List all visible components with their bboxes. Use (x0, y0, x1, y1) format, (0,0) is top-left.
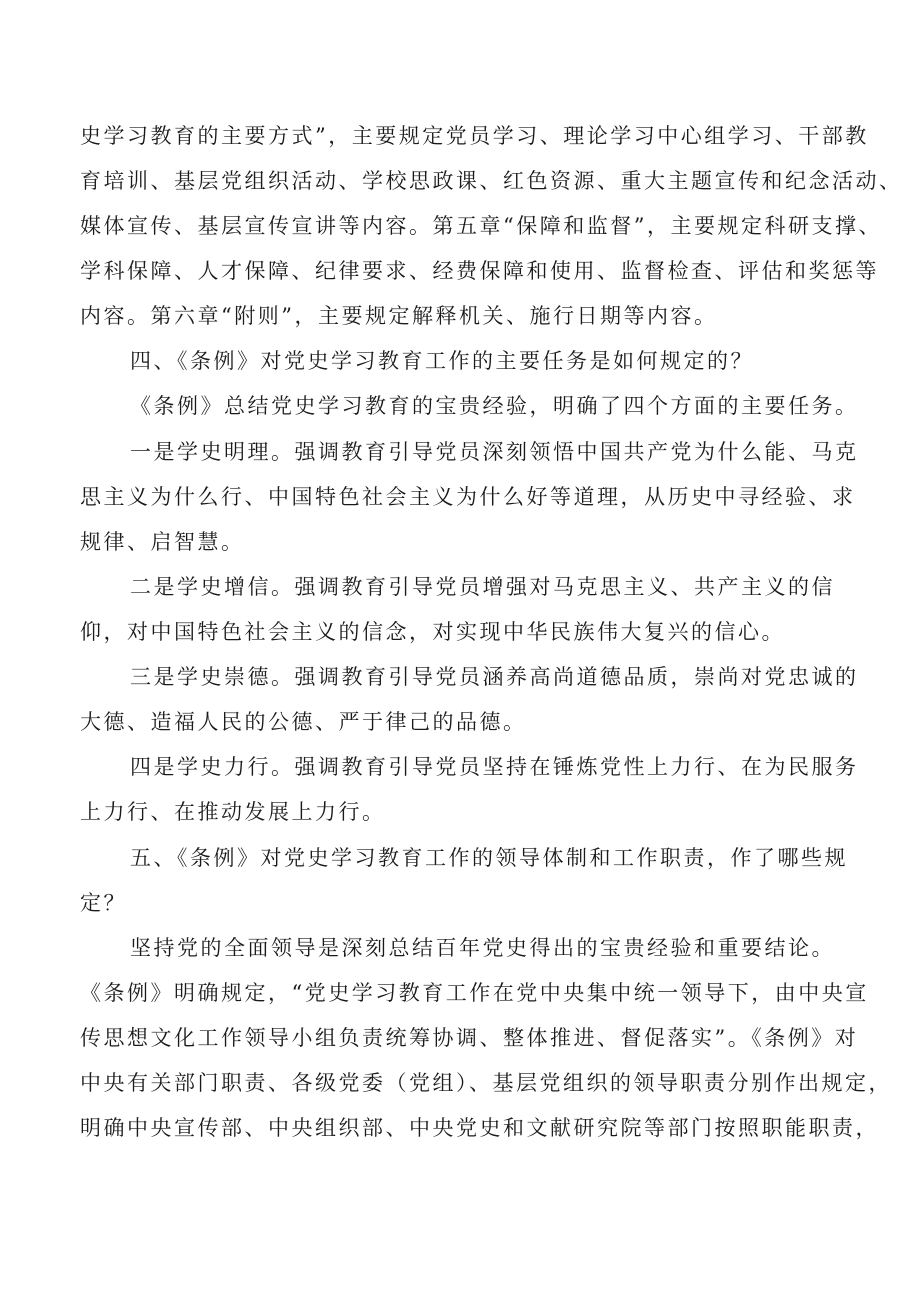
text-line: 坚持党的全面领导是深刻总结百年党史得出的宝贵经验和重要结论。 (130, 936, 835, 960)
text-line: 规律、启智慧。 (80, 530, 245, 554)
text-line: 内容。第六章“附则”，主要规定解释机关、施行日期等内容。 (80, 304, 718, 328)
text-line: 大德、造福人民的公德、严于律己的品德。 (80, 710, 527, 734)
text-line: 二是学史增信。强调教育引导党员增强对马克思主义、共产主义的信 (130, 575, 835, 599)
text-line: 三是学史崇德。强调教育引导党员涵养高尚道德品质，崇尚对党忠诚的 (130, 665, 859, 689)
text-line: 思主义为什么行、中国特色社会主义为什么好等道理，从历史中寻经验、求 (80, 485, 856, 509)
text-line: 传思想文化工作领导小组负责统筹协调、整体推进、督促落实”。《条例》对 (80, 1026, 859, 1050)
section-heading: 四、《条例》对党史学习教育工作的主要任务是如何规定的？ (130, 349, 754, 373)
text-line: 育培训、基层党组织活动、学校思政课、红色资源、重大主题宣传和纪念活动、 (80, 169, 903, 193)
text-line: 媒体宣传、基层宣传宣讲等内容。第五章“保障和监督”，主要规定科研支撑、 (80, 214, 882, 238)
text-line: 学科保障、人才保障、纪律要求、经费保障和使用、监督检查、评估和奖惩等 (80, 259, 879, 283)
text-line: 仰，对中国特色社会主义的信念，对实现中华民族伟大复兴的信心。 (80, 620, 785, 644)
section-heading: 定？ (80, 891, 127, 915)
text-line: 明确中央宣传部、中央组织部、中央党史和文献研究院等部门按照职能职责， (80, 1116, 879, 1140)
text-line: 《条例》总结党史学习教育的宝贵经验，明确了四个方面的主要任务。 (130, 394, 859, 418)
text-line: 四是学史力行。强调教育引导党员坚持在锤炼党性上力行、在为民服务 (130, 755, 859, 779)
section-heading: 五、《条例》对党史学习教育工作的领导体制和工作职责，作了哪些规 (130, 846, 848, 870)
text-line: 上力行、在推动发展上力行。 (80, 800, 386, 824)
text-line: 《条例》明确规定，“党史学习教育工作在党中央集中统一领导下，由中央宣 (80, 981, 869, 1005)
text-line: 一是学史明理。强调教育引导党员深刻领悟中国共产党为什么能、马克 (130, 440, 859, 464)
text-line: 中央有关部门职责、各级党委（党组）、基层党组织的领导职责分别作出规定， (80, 1071, 892, 1095)
text-line: 史学习教育的主要方式”，主要规定党员学习、理论学习中心组学习、干部教 (80, 124, 869, 148)
